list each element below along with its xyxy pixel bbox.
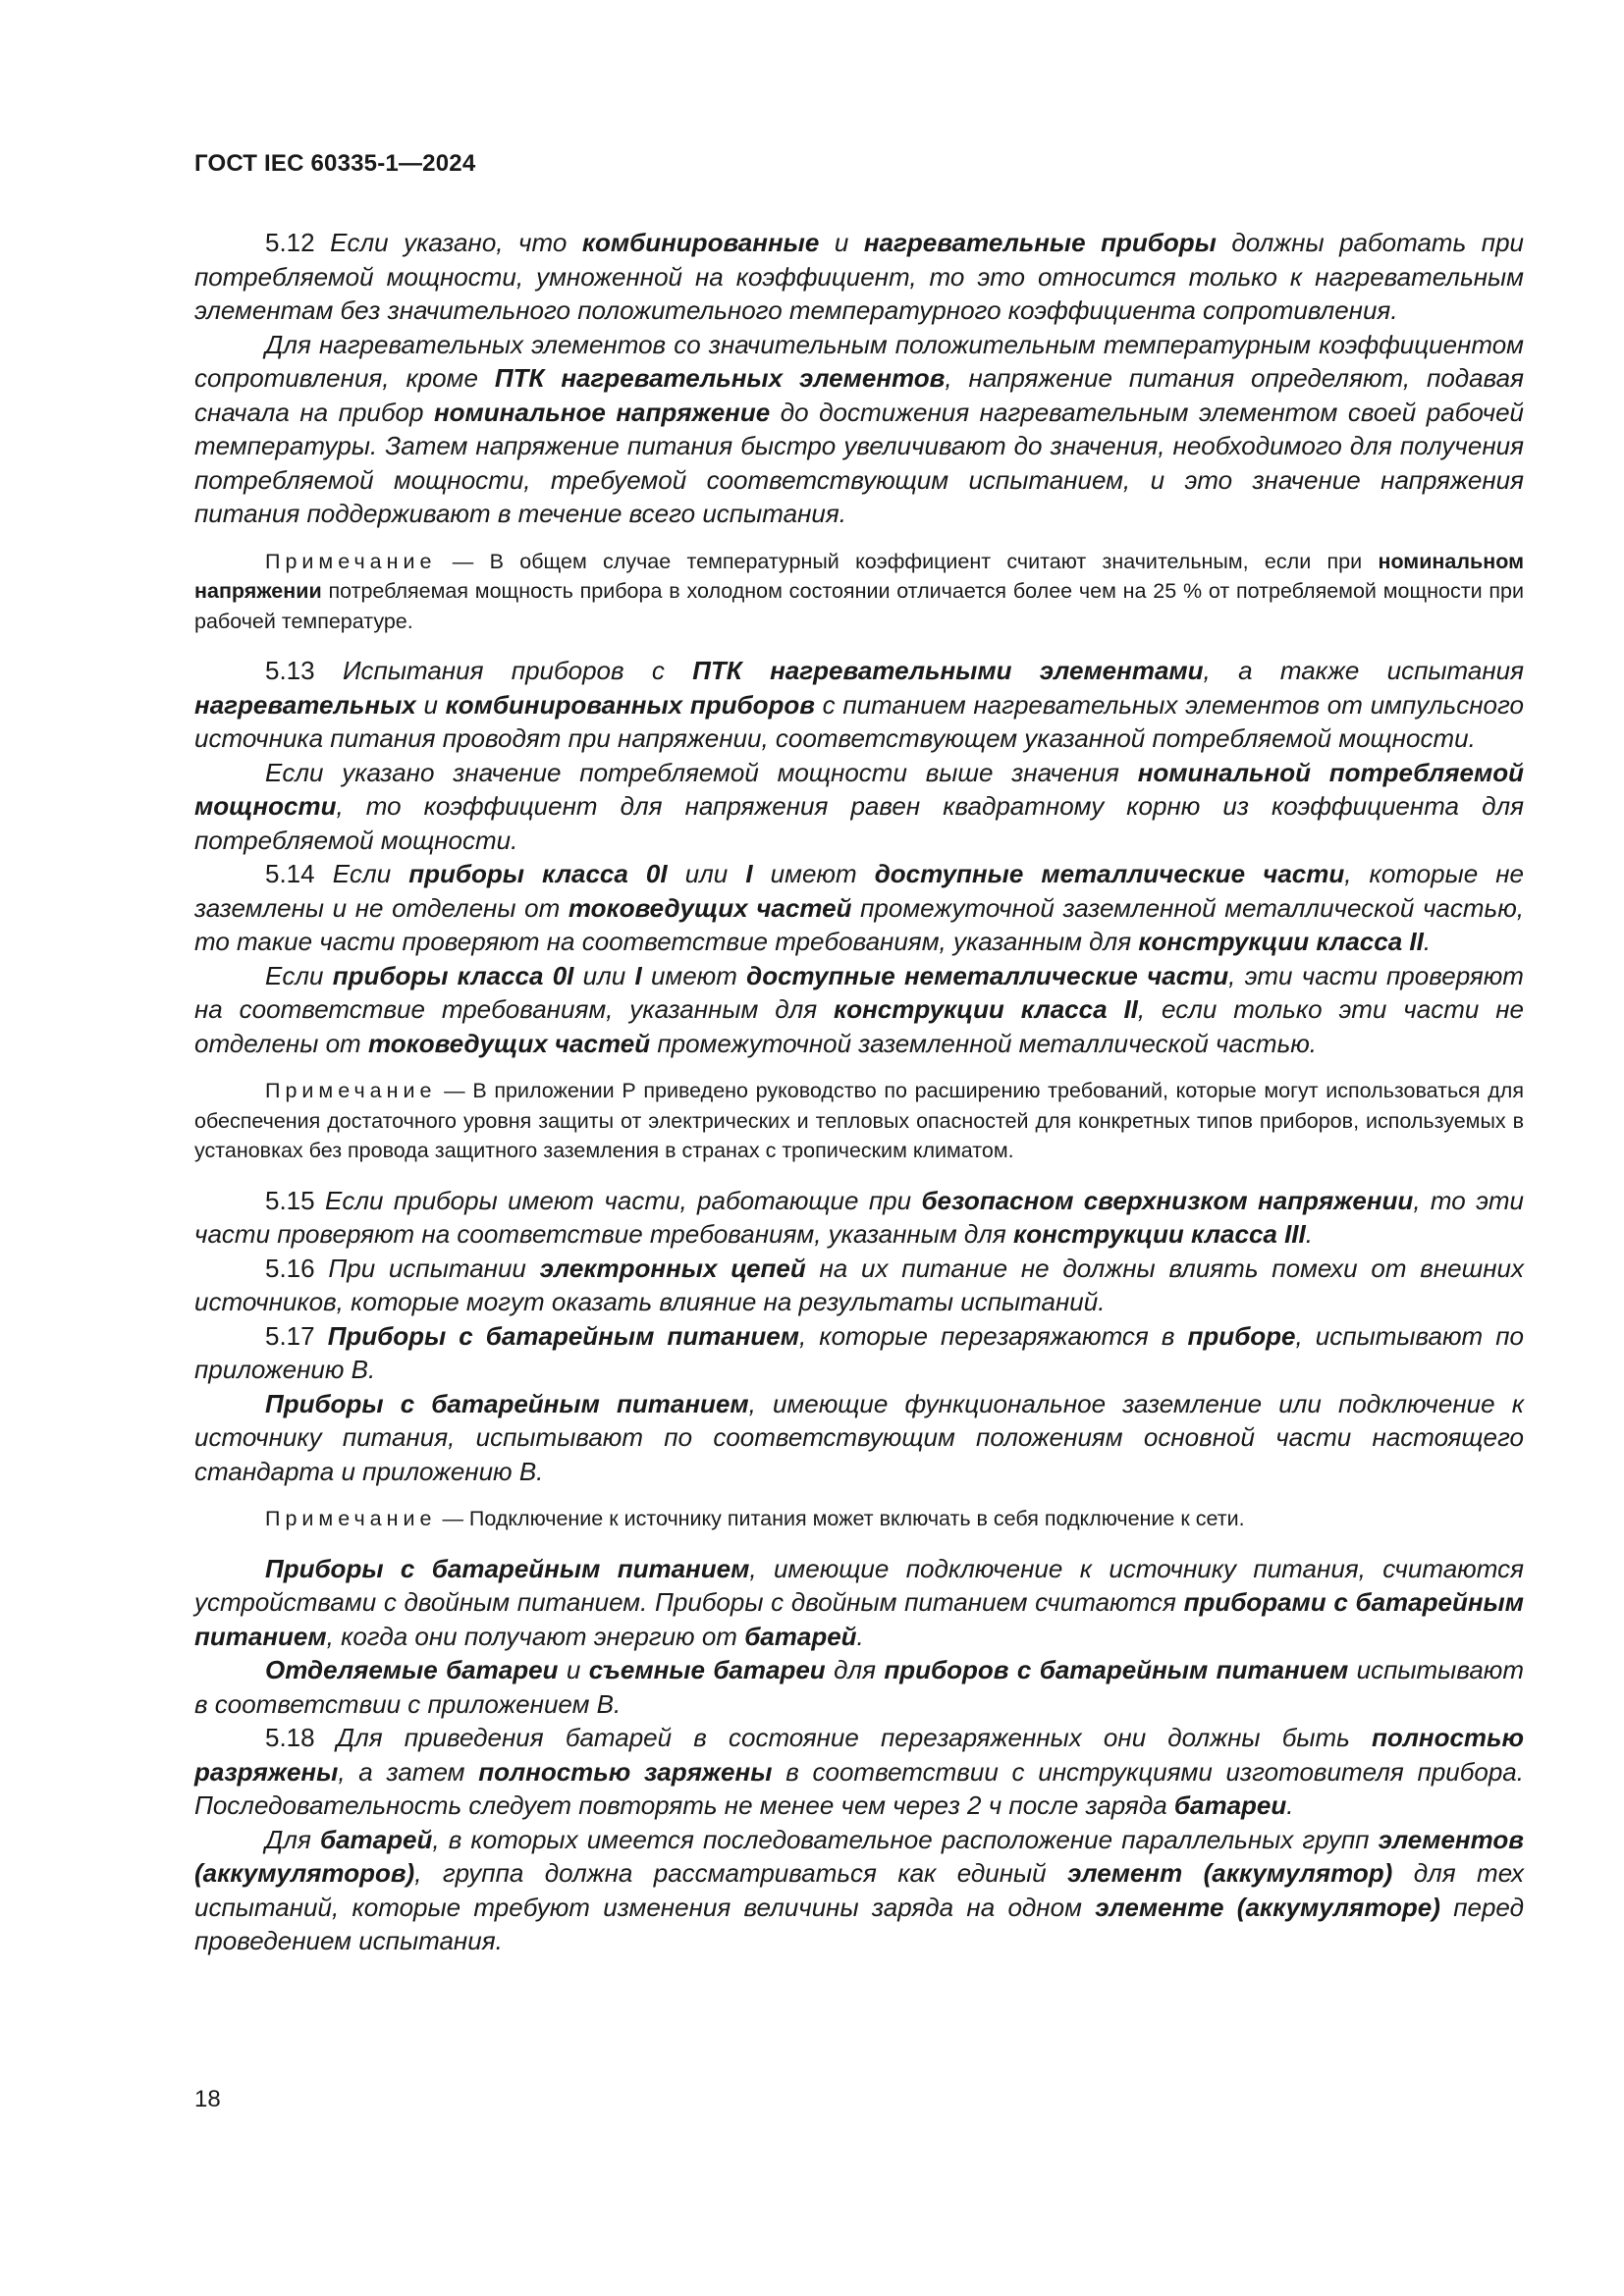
term: комбинированные — [581, 228, 820, 257]
clause-5-14-para-2: Если приборы класса 0I или I имеют доступные неметаллические части, эти части проверяют на соответствие требованиям, указанным для конструкции класса II, если только эти части не отделены от токоведущих частей промежуточной заземленной металлической частью. — [194, 960, 1525, 1058]
term: элементов (аккумуляторов) — [194, 1824, 1524, 1888]
term: батарей — [744, 1621, 857, 1651]
term: Приборы с батарейным питанием — [327, 1320, 799, 1351]
clause-5-18-para-2: Для батарей, в которых имеется последовательное расположение параллельных групп элементов (аккумуляторов), группа должна рассматриваться как единый элемент (аккумулятор) для тех испытаний, которые требуют изменения величины заряда на одном элементе (аккумуляторе) перед проведением испытания. — [194, 1824, 1525, 1955]
clause-5-14: 5.14 Если приборы класса 0I или I имеют доступные металлические части, которые не заземлены и не отделены от токоведущих частей промежуточной заземленной металлической частью, то такие части проверяют на соответствие требованиям, указанным для конструкции класса II. — [194, 859, 1524, 956]
term: электронных цепей — [539, 1253, 806, 1283]
term: ПТК нагревательных элементов — [494, 363, 946, 393]
clause-5-13: 5.13 Испытания приборов с ПТК нагревательными элементами, а также испытания нагревательных и комбинированных приборов с питанием нагревательных элементов от импульсного источника питания проводят при напряжении, соответствующем указанной потребляемой мощности. — [194, 656, 1524, 753]
clause-number: 5.14 — [265, 859, 315, 888]
note-label: Примечание — [265, 549, 437, 573]
term: полностью заряжены — [478, 1756, 773, 1787]
clause-number: 5.16 — [265, 1253, 315, 1283]
term: комбинированных приборов — [445, 689, 815, 720]
term: батарей — [320, 1824, 433, 1854]
page-number: 18 — [194, 2086, 221, 2112]
term: токоведущих частей — [367, 1028, 651, 1058]
term: приборе — [1187, 1320, 1296, 1351]
clause-5-13-para-2: Если указано значение потребляемой мощности выше значения номинальной потребляемой мощности, то коэффициент для напряжения равен квадратному корню из коэффициента для потребляемой мощности. — [194, 757, 1524, 855]
term: приборы класса 0I — [332, 960, 574, 990]
term: номинальном напряжении — [194, 549, 1524, 603]
term: ПТК нагревательными элементами — [692, 656, 1204, 685]
clause-5-17-para-4: Отделяемые батареи и съемные батареи для приборов с батарейным питанием испытывают в соответствии с приложением В. — [194, 1655, 1524, 1719]
clause-number: 5.13 — [265, 656, 315, 685]
clause-5-17-para-2: Приборы с батарейным питанием, имеющие функциональное заземление или подключение к источнику питания, испытывают по соответствующим положениям основной части настоящего стандарта и приложению В. — [194, 1388, 1524, 1486]
term: приборами с батарейным питанием — [194, 1587, 1524, 1651]
term: номинальной потребляемой мощности — [194, 757, 1524, 821]
clause-5-16: 5.16 При испытании электронных цепей на их питание не должны влиять помехи от внешних источников, которые могут оказать влияние на результаты испытаний. — [194, 1253, 1524, 1316]
term: приборы класса 0I — [408, 859, 668, 888]
term: конструкции класса III — [1013, 1219, 1306, 1249]
term: номинальное напряжение — [433, 397, 771, 427]
note-1: Примечание — В общем случае температурный коэффициент считают значительным, если при номинальном напряжении потребляемая мощность прибора в холодном состоянии отличается более чем на 25 % от потребляемой мощности при рабочей температуре. — [194, 549, 1524, 633]
document-body — [194, 226, 1524, 1958]
term: элементе (аккумуляторе) — [1095, 1892, 1440, 1922]
clause-5-15: 5.15 Если приборы имеют части, работающие при безопасном сверхнизком напряжении, то эти части проверяют на соответствие требованиям, указанным для конструкции класса III. — [194, 1185, 1525, 1249]
term: Отделяемые батареи — [265, 1655, 559, 1684]
term: батареи — [1173, 1790, 1287, 1820]
term: доступные металлические части — [874, 859, 1345, 888]
term: конструкции класса II — [1138, 927, 1424, 956]
clause-5-12: 5.12 Если указано, что комбинированные и нагревательные приборы должны работать при потребляемой мощности, умноженной на коэффициент, то это относится только к нагревательным элементам без значительного положительного температурного коэффициента сопротивления. — [194, 228, 1524, 325]
clause-number: 5.17 — [265, 1320, 315, 1351]
term: Приборы с батарейным питанием — [265, 1553, 750, 1583]
term: элемент (аккумулятор) — [1067, 1858, 1393, 1888]
term: съемные батареи — [588, 1655, 826, 1684]
note-label: Примечание — [265, 1079, 437, 1102]
term: конструкции класса II — [834, 994, 1138, 1024]
term: I — [745, 859, 753, 888]
clause-5-17: 5.17 Приборы с батарейным питанием, которые перезаряжаются в приборе, испытывают по приложению В. — [194, 1320, 1524, 1384]
clause-5-17-para-3: Приборы с батарейным питанием, имеющие подключение к источнику питания, считаются устройствами с двойным питанием. Приборы с двойным питанием считаются приборами с батарейным питанием, когда они получают энергию от батарей. — [194, 1553, 1524, 1651]
clause-number: 5.18 — [265, 1723, 315, 1752]
note-label: Примечание — [265, 1507, 437, 1530]
term: нагревательных — [194, 689, 416, 720]
note-3: Примечание — Подключение к источнику питания может включать в себя подключение к сети. — [265, 1507, 1245, 1530]
term: токоведущих частей — [568, 892, 852, 923]
term: I — [634, 960, 642, 990]
term: полностью разряжены — [194, 1723, 1524, 1787]
term: безопасном сверхнизком напряжении — [921, 1185, 1414, 1215]
clause-5-12-para-2: Для нагревательных элементов со значительным положительным температурным коэффициентом сопротивления, кроме ПТК нагревательных элементов, напряжение питания определяют, подавая сначала на прибор номинальное напряжение до достижения нагревательным элементом своей рабочей температуры. Затем напряжение питания быстро увеличивают до значения, необходимого для получения потребляемой мощности, требуемой соответствующим испытанием, и это значение напряжения питания поддерживают в течение всего испытания. — [194, 329, 1524, 528]
term: нагревательные приборы — [863, 228, 1217, 257]
term: Приборы с батарейным питанием — [265, 1388, 749, 1418]
clause-5-18: 5.18 Для приведения батарей в состояние перезаряженных они должны быть полностью разряжены, а затем полностью заряжены в соответствии с инструкциями изготовителя прибора. Последовательность следует повторять не менее чем через 2 ч после заряда батареи. — [194, 1723, 1524, 1820]
clause-number: 5.12 — [265, 228, 315, 257]
term: приборов с батарейным питанием — [884, 1655, 1349, 1684]
note-2: Примечание — В приложении Р приведено руководство по расширению требований, которые могут использоваться для обеспечения достаточного уровня защиты от электрических и тепловых опасностей для конкретных типов приборов, используемых в установках без провода защитного заземления в странах с тропическим климатом. — [194, 1079, 1524, 1162]
document-header: ГОСТ IEC 60335-1—2024 — [194, 150, 476, 177]
clause-number: 5.15 — [265, 1185, 315, 1215]
term: доступные неметаллические части — [746, 960, 1229, 990]
